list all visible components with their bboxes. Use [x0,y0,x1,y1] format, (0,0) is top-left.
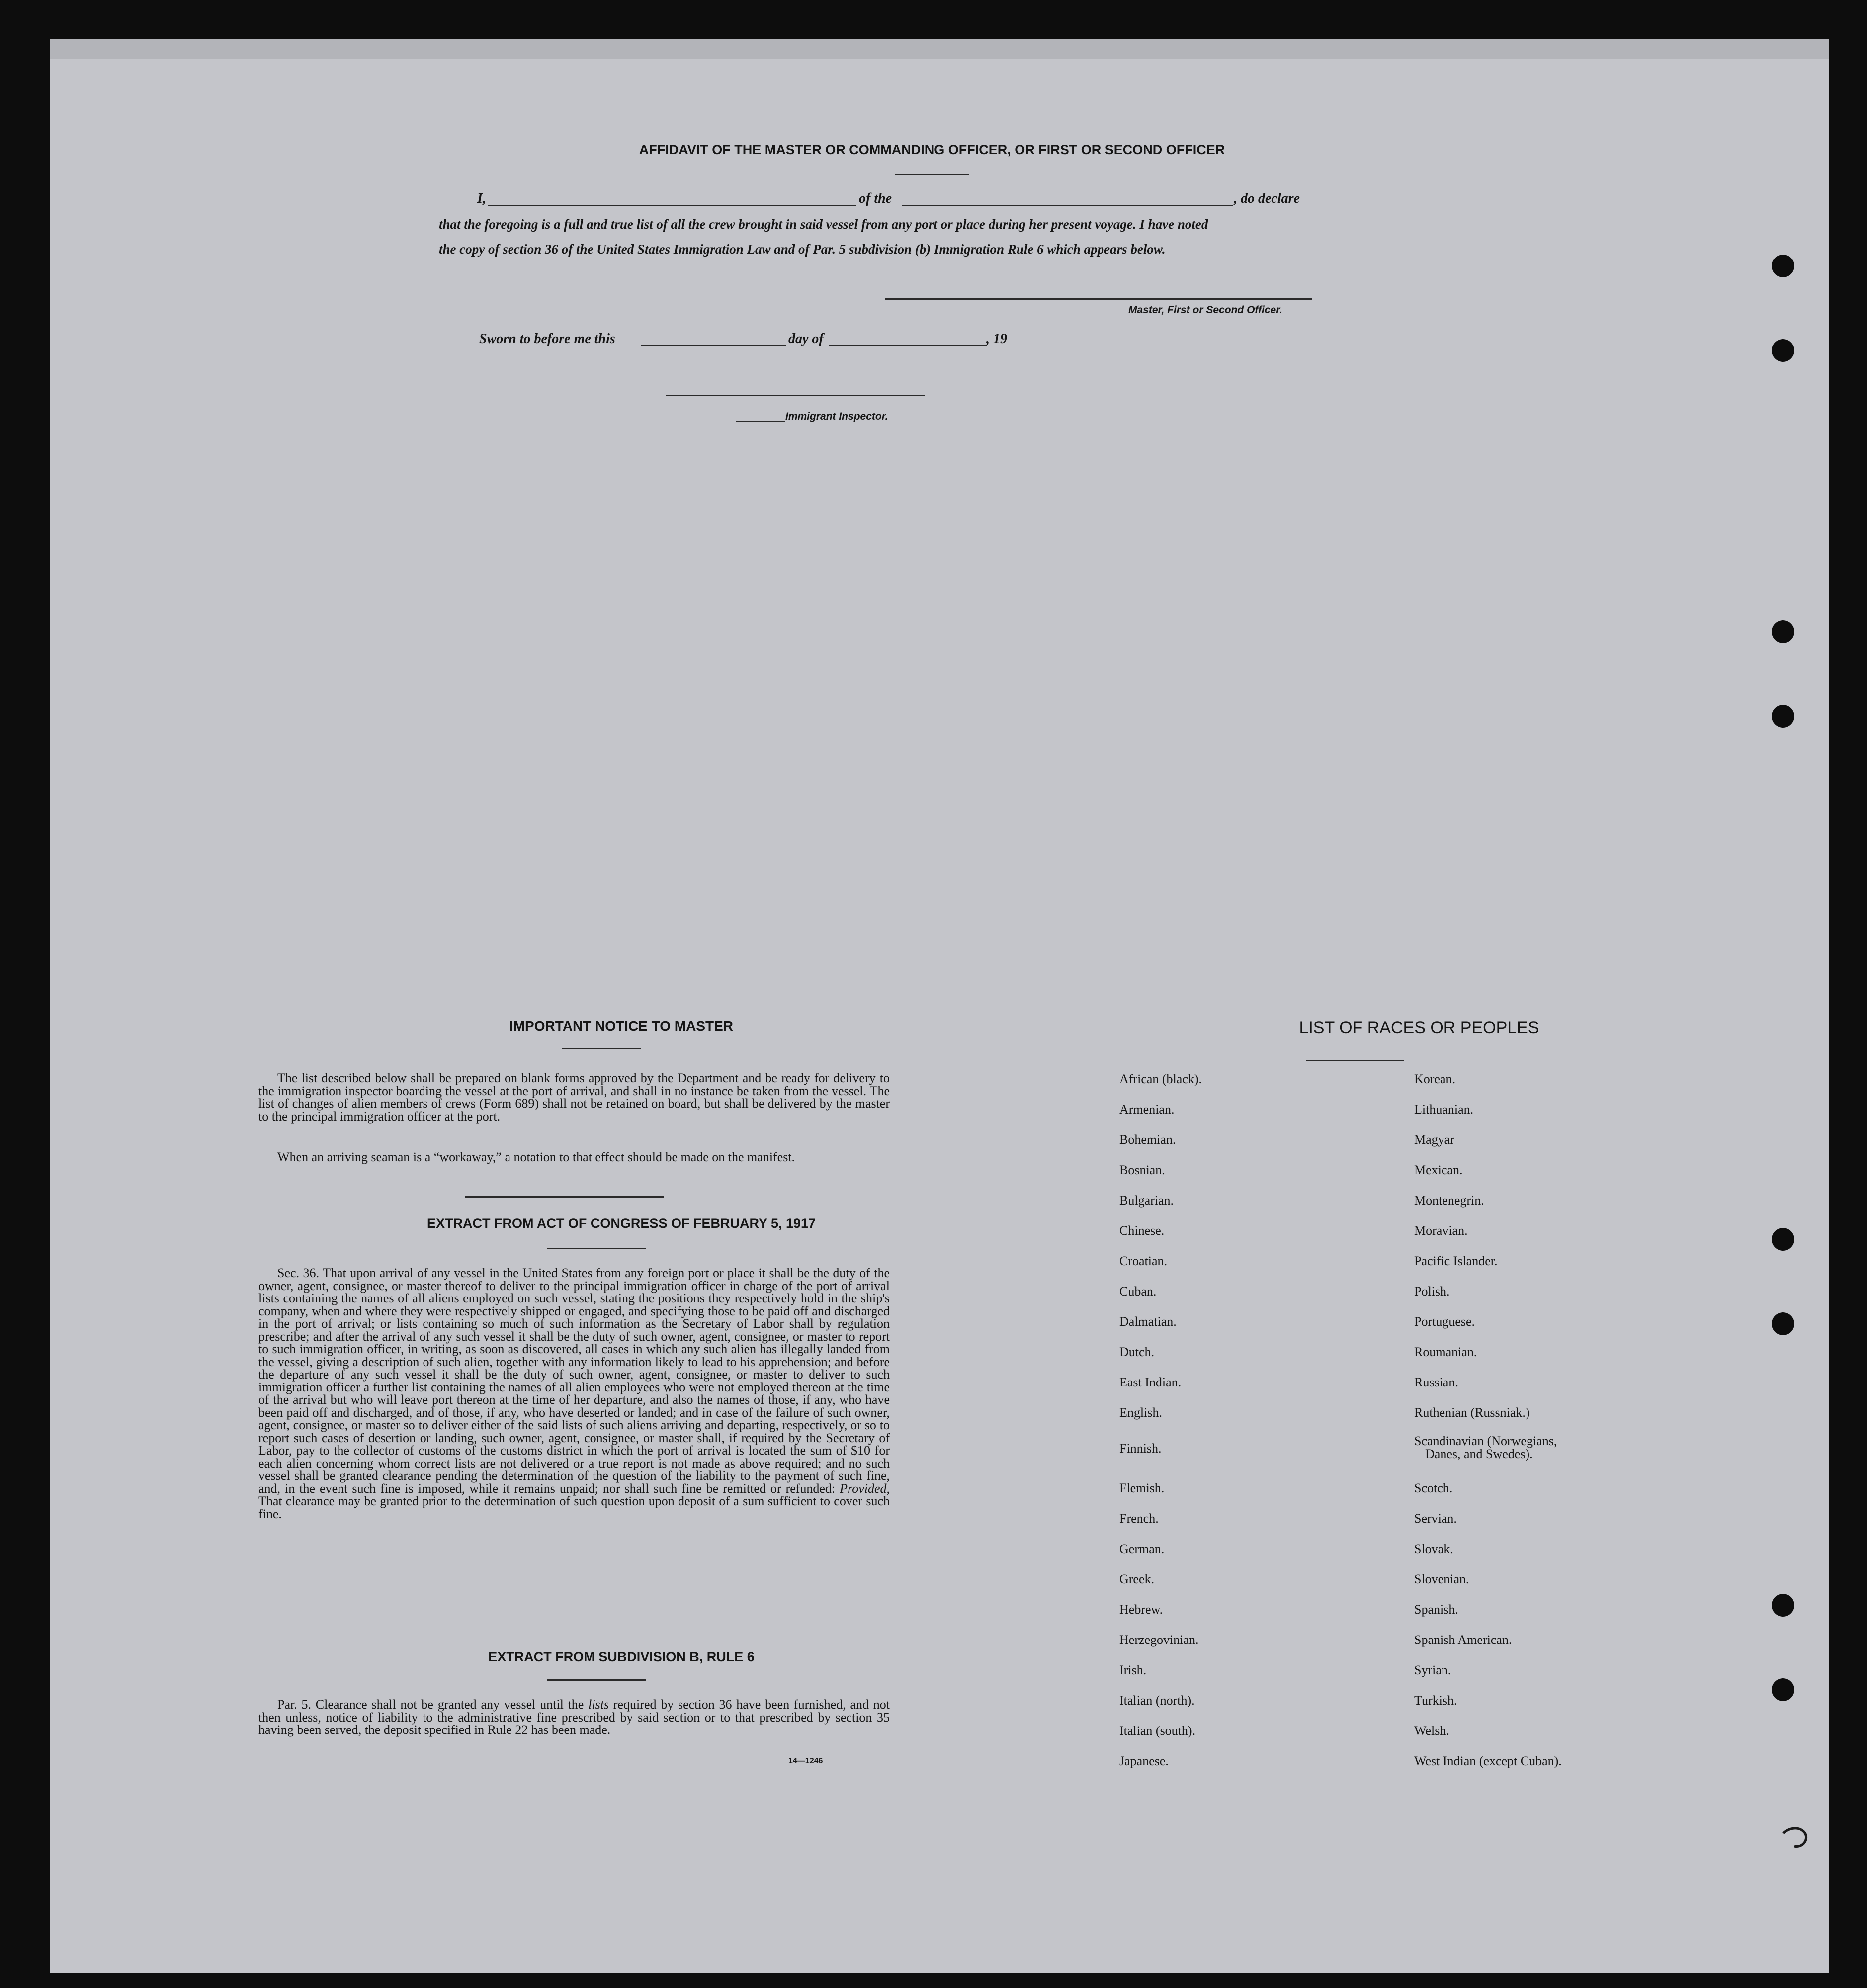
section-label: Sec. 36. [277,1266,320,1280]
extract-act-title: EXTRACT FROM ACT OF CONGRESS OF FEBRUARY 5, 1917 [426,1216,816,1231]
section-36-body: That upon arrival of any vessel in the United States from any foreign port or place it shall be the duty of the owner, agent, consignee, or master thereof to deliver to the principal immigration officer in charge of the port of arrival lists containing the names of all aliens employed on such vessel, stating the positions they respectively hold in the ship's company, when and where they were respectively shipped or engaged, and specifying those to be paid off and discharged in the port of arrival; or lists containing so much of such information as the Secretary of Labor shall by regulation prescribe; and after the arrival of any such vessel it shall be the duty of such owner, agent, consignee, or master to report to such immigration officer, in writing, as soon as discovered, all cases in which any such alien has illegally landed from the vessel, giving a description of such alien, together with any information likely to lead to his apprehension; and before the departure of any such vessel it shall be the duty of such owner, agent, consignee, or master to deliver to such immigration officer a further list containing the names of all alien employees who were not employed thereon at the time of the arrival but who will leave port thereon at the time of her departure, and also the names of those, if any, who have been paid off and discharged, and of those, if any, who have deserted or landed; and in case of the failure of such owner, agent, consignee, or master so to deliver either of the said lists of such aliens arriving and departing, respectively, or so to report such cases of desertion or landing, such owner, agent, consignee, or master shall, if required by the Secretary of Labor, pay to the collector of customs of the customs district in which the port of arrival is located the sum of $10 for each alien concerning whom correct lists are not delivered or a true report is not made as above required; and no such vessel shall be granted clearance pending the determination of the question of the liability to the payment of such fine, and, in the event such fine is imposed, while it remains unpaid; nor shall such fine be remitted or refunded: [258,1266,890,1496]
form-sheet [50,39,1829,1973]
section-divider [465,1196,664,1198]
race-item: Lithuanian. [1414,1102,1474,1117]
pencil-mark-icon [1780,1823,1814,1853]
race-item: Montenegrin. [1414,1193,1484,1208]
race-item: Bohemian. [1119,1132,1176,1147]
race-item: Korean. [1414,1072,1456,1086]
par-5-text [258,1698,890,1736]
punch-hole [1772,1594,1794,1617]
race-item: Russian. [1414,1375,1458,1389]
par-5-start: Par. 5. Clearance shall not be granted any vessel until the [277,1697,584,1712]
races-title: LIST OF RACES OR PEOPLES [1299,1018,1539,1037]
race-item: Mexican. [1414,1163,1463,1177]
race-item: Dalmatian. [1119,1314,1177,1329]
race-item: Portuguese. [1414,1314,1475,1329]
sworn-day-blank[interactable] [641,345,786,346]
affidavit-line-2: that the foregoing is a full and true list of all the crew brought in said vessel from any port or place during her present voyage. I have noted [439,217,1208,232]
punch-hole [1772,620,1794,643]
inspector-signature-line[interactable] [666,395,925,396]
race-item: Bosnian. [1119,1163,1165,1177]
form-number: 14—1246 [788,1757,823,1765]
par-5-end: required by section 36 have been furnished, and not then unless, notice of liability to the administrative fine prescribed by said section or to that prescribed by section 35 having been served, the deposit specified in Rule 22 has been made. [258,1697,890,1737]
notice-paragraph-1: The list described below shall be prepared on blank forms approved by the Department and be ready for delivery to the immigration inspector boarding the vessel at the port of arrival, and shall in no instance be taken from the vessel. The list of changes of alien members of crews (Form 689) shall not be retained on board, but shall be delivered by the master to the principal immigration officer at the port. [258,1071,890,1124]
day-of-label: day of [788,331,824,346]
punch-hole [1772,1678,1794,1701]
race-item: East Indian. [1119,1375,1182,1389]
race-item: Magyar [1414,1132,1454,1147]
punch-hole [1772,1312,1794,1335]
affidavit-title: AFFIDAVIT OF THE MASTER OR COMMANDING OFFICER, OR FIRST OR SECOND OFFICER [639,142,1225,157]
race-item: Slovak. [1414,1542,1453,1556]
race-item: Greek. [1119,1572,1155,1586]
punch-hole [1772,705,1794,728]
sworn-month-blank[interactable] [829,345,987,346]
race-item: Roumanian. [1414,1345,1477,1359]
title-divider [895,174,969,175]
extract-rule-title: EXTRACT FROM SUBDIVISION B, RULE 6 [488,1649,755,1664]
race-item: Spanish. [1414,1602,1458,1617]
race-item: Turkish. [1414,1693,1457,1708]
race-item: Syrian. [1414,1663,1451,1677]
race-item: Bulgarian. [1119,1193,1174,1208]
sworn-label: Sworn to before me this [479,331,615,346]
vessel-blank-line[interactable] [902,205,1233,206]
affidavit-i-label: I, [477,191,486,206]
races-divider [1306,1060,1404,1061]
lists-word: lists [588,1697,609,1712]
race-item: Cuban. [1119,1284,1157,1298]
race-item: Dutch. [1119,1345,1155,1359]
race-item: German. [1119,1542,1165,1556]
race-item: Irish. [1119,1663,1147,1677]
section-36-tail: That clearance may be granted prior to the determination of such question upon deposit of a sum sufficient to cover such fine. [258,1494,890,1521]
race-item: Scandinavian (Norwegians, [1414,1434,1557,1448]
race-item: Polish. [1414,1284,1450,1298]
affidavit-do-declare: , do declare [1234,191,1300,206]
affidavit-line-3: the copy of section 36 of the United States Immigration Law and of Par. 5 subdivision (b) Immigration Rule 6 which appears below. [439,242,1166,257]
race-item: Pacific Islander. [1414,1254,1498,1268]
race-item: Danes, and Swedes). [1425,1447,1533,1461]
inspector-label: Immigrant Inspector. [785,411,888,422]
punch-hole [1772,255,1794,277]
race-item: Spanish American. [1414,1633,1512,1647]
inspector-short-line [736,421,785,422]
scan-top-band [50,39,1829,59]
affidavit-of-the: of the [859,191,892,206]
race-item: Moravian. [1414,1223,1468,1238]
race-item: Chinese. [1119,1223,1165,1238]
punch-hole [1772,339,1794,362]
notice-title: IMPORTANT NOTICE TO MASTER [509,1018,734,1034]
extract-rule-divider [547,1679,646,1681]
year-label: , 19 [986,331,1007,346]
extract-act-divider [547,1248,646,1249]
punch-hole [1772,1228,1794,1251]
notice-paragraph-2: When an arriving seaman is a “workaway,” a notation to that effect should be made on the manifest. [277,1150,795,1164]
name-blank-line[interactable] [488,205,856,206]
race-item: Scotch. [1414,1481,1453,1495]
race-item: French. [1119,1511,1159,1526]
section-36-text [258,1267,890,1520]
race-item: Welsh. [1414,1724,1449,1738]
race-item: Ruthenian (Russniak.) [1414,1405,1530,1420]
notice-divider [562,1048,641,1049]
race-item: Slovenian. [1414,1572,1469,1586]
race-item: Armenian. [1119,1102,1175,1117]
master-signature-line[interactable] [885,298,1312,300]
race-item: Hebrew. [1119,1602,1163,1617]
race-item: West Indian (except Cuban). [1414,1754,1562,1768]
race-item: Flemish. [1119,1481,1165,1495]
race-item: Japanese. [1119,1754,1169,1768]
race-item: Finnish. [1119,1441,1162,1456]
race-item: Italian (north). [1119,1693,1195,1708]
race-item: English. [1119,1405,1162,1420]
provided-word: Provided, [840,1481,890,1496]
race-item: Croatian. [1119,1254,1168,1268]
master-signature-label: Master, First or Second Officer. [1128,304,1283,316]
race-item: African (black). [1119,1072,1202,1086]
race-item: Italian (south). [1119,1724,1196,1738]
race-item: Herzegovinian. [1119,1633,1199,1647]
race-item: Servian. [1414,1511,1457,1526]
